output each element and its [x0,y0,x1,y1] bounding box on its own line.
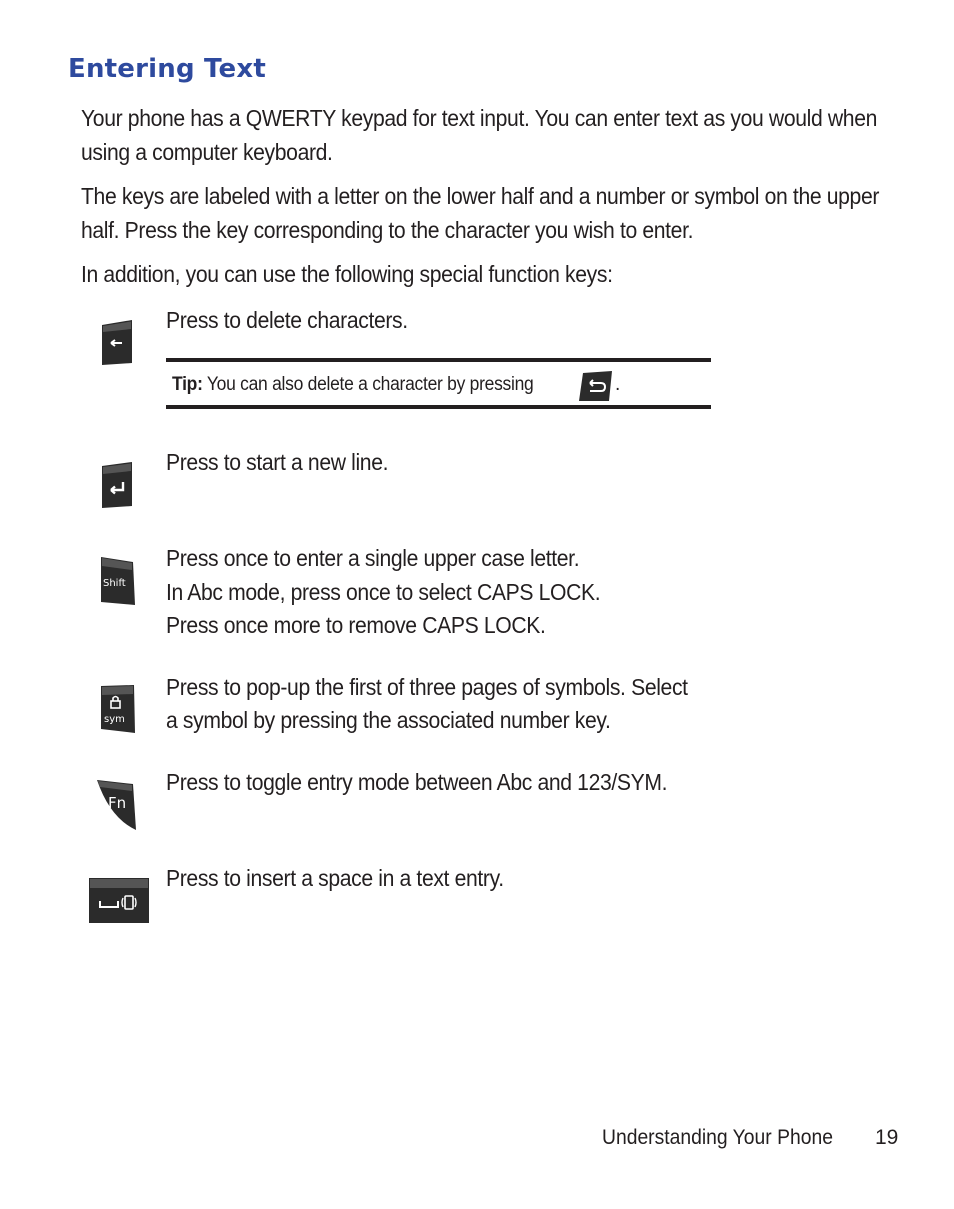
footer-section-title: Understanding Your Phone [602,1126,833,1149]
sym-key-description-1: Press to pop-up the first of three pages of symbols. Select [166,674,688,700]
backspace-key-icon [100,319,134,366]
tip-box [166,358,711,409]
delete-key-description: Press to delete characters. [166,307,408,333]
space-key-icon [88,877,150,924]
intro-paragraph: Your phone has a QWERTY keypad for text input. You can enter text as you would when using a computer keyboard. [81,105,878,165]
function-keys-intro: In addition, you can use the following special function keys: [81,261,613,287]
shift-key-description-3: Press once more to remove CAPS LOCK. [166,612,546,638]
tip-text [172,374,534,396]
back-key-icon [579,371,613,401]
tip-body: You can also delete a character by pressing [206,374,534,395]
shift-key-icon [100,556,136,606]
sym-key-icon [100,684,136,734]
space-key-description: Press to insert a space in a text entry. [166,865,504,891]
keys-paragraph: The keys are labeled with a letter on the lower half and a number or symbol on the upper half. Press the key corresponding to the character you wish to enter. [81,183,880,243]
enter-key-description: Press to start a new line. [166,449,389,475]
fn-key-description: Press to toggle entry mode between Abc and 123/SYM. [166,769,668,795]
fn-key-icon [96,778,138,832]
shift-key-label: Shift [103,578,126,589]
tip-label: Tip: [172,374,203,395]
sym-key-label: sym [104,714,125,725]
fn-key-label: Fn [108,794,127,812]
shift-key-description-1: Press once to enter a single upper case letter. [166,545,580,571]
page-title: Entering Text [68,54,266,84]
page-number: 19 [875,1126,899,1149]
shift-key-description-2: In Abc mode, press once to select CAPS LOCK. [166,579,601,605]
tip-end: . [615,374,621,395]
enter-key-icon [100,461,134,509]
sym-key-description-2: a symbol by pressing the associated number key. [166,707,611,733]
